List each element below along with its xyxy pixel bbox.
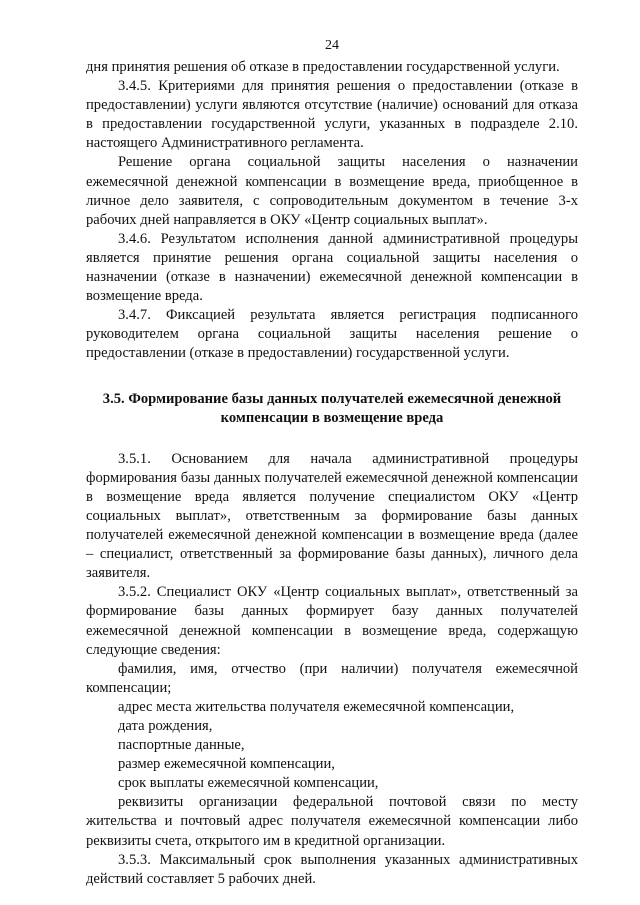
paragraph: 3.4.7. Фиксацией результата является регистрация подписанного руководителем органа социальной защиты населения решение о предоставлении (отказе в предоставлении) государственной услуги. <box>86 307 578 362</box>
section-3-5-text <box>86 450 578 889</box>
paragraph: дата рождения, <box>118 718 213 734</box>
paragraph: паспортные данные, <box>118 737 245 754</box>
paragraph: 3.5.1. Основанием для начала административной процедуры формирования базы данных получателей ежемесячной денежной компенсации в возмещение вреда является получение специалистом ОКУ «Центр социальных выплат», ответственным за формирование базы данных получателей ежемесячной денежной компенсации в возмещение вреда (далее – специалист, ответственный за формирование базы данных), личного дела заявителя. <box>86 450 578 582</box>
paragraph: дня принятия решения об отказе в предоставлении государственной услуги. <box>86 59 560 75</box>
paragraph: размер ежемесячной компенсации, <box>118 756 335 773</box>
paragraph: 3.5.3. Максимальный срок выполнения указанных административных действий составляет 5 рабочих дней. <box>86 851 578 887</box>
paragraph: срок выплаты ежемесячной компенсации, <box>118 775 379 792</box>
page-number: 24 <box>325 38 339 53</box>
section-heading: 3.5. Формирование базы данных получателей ежемесячной денежной компенсации в возмещение вреда <box>102 390 562 426</box>
paragraph: Решение органа социальной защиты населения о назначении ежемесячной денежной компенсации в возмещение вреда, приобщенное в личное дело заявителя, с сопроводительным документом в течение 3-х рабочих дней направляется в ОКУ «Центр социальных выплат». <box>86 154 578 228</box>
paragraph: 3.4.6. Результатом исполнения данной административной процедуры является принятие решения органа социальной защиты населения о назначении (отказе в назначении) ежемесячной денежной компенсации в возмещение вреда. <box>86 230 578 305</box>
paragraph: адрес места жительства получателя ежемесячной компенсации, <box>118 698 515 715</box>
paragraph: реквизиты организации федеральной почтовой связи по месту жительства и почтовый адрес получателя ежемесячной компенсации либо реквизиты счета, открытого им в кредитной организации. <box>86 794 578 849</box>
paragraph: 3.5.2. Специалист ОКУ «Центр социальных выплат», ответственный за формирование базы данных формирует базу данных получателей ежемесячной денежной компенсации в возмещение вреда, содержащую следующие сведения: <box>86 584 578 658</box>
section-3-4-text <box>86 58 578 364</box>
paragraph: 3.4.5. Критериями для принятия решения о предоставлении (отказе в предоставлении) услуги являются отсутствие (наличие) оснований для отказа в предоставлении государственной услуги, указанных в подразделе 2.10. настоящего Административного регламента. <box>86 78 578 152</box>
paragraph: фамилия, имя, отчество (при наличии) получателя ежемесячной компенсации; <box>86 660 578 696</box>
